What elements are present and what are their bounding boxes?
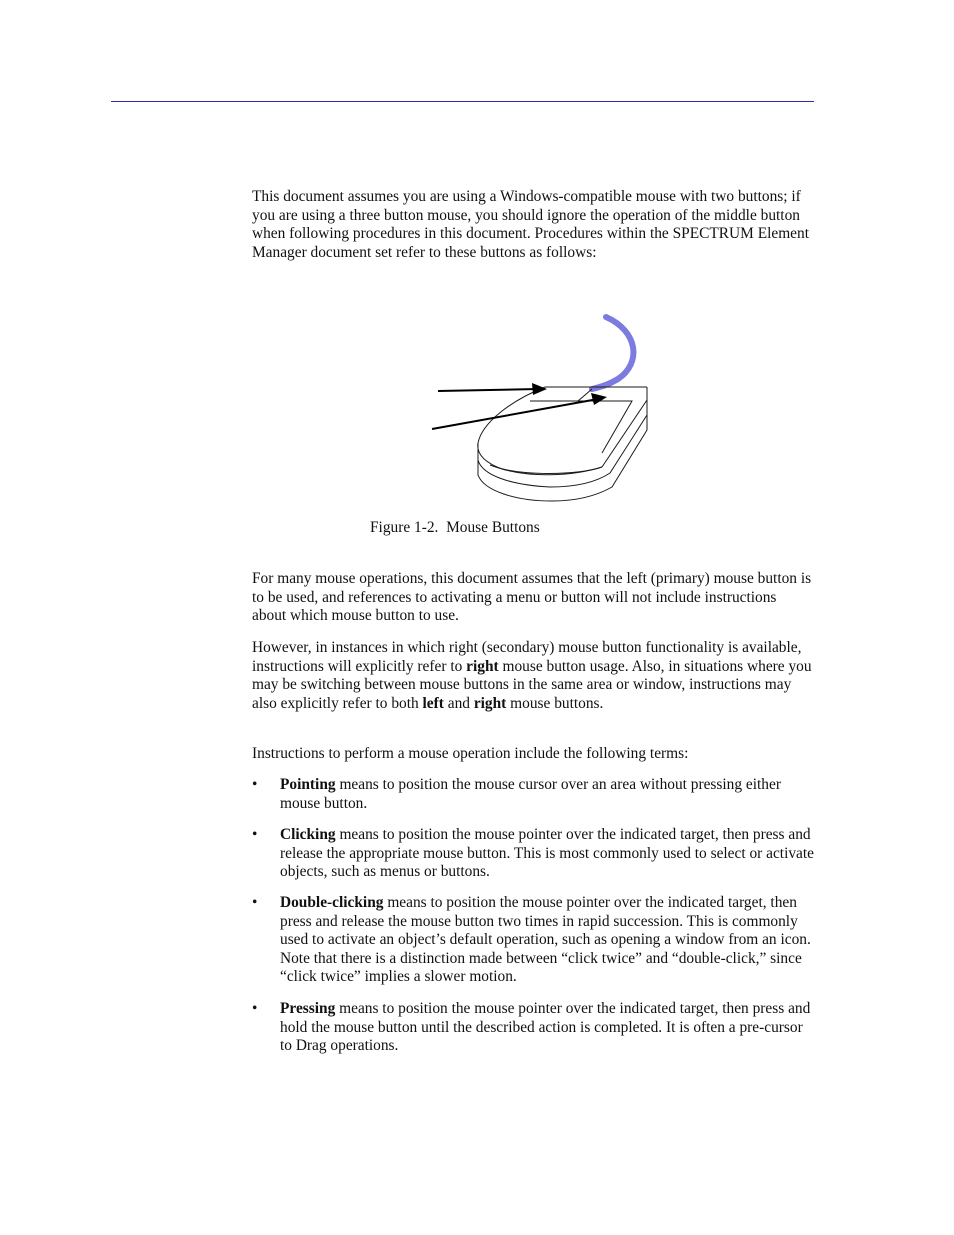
- intro-paragraph: This document assumes you are using a Windows-compatible mouse with two buttons; if you are using a three button mouse, you should ignore the operation of the middle button when following procedures in this document. Procedures within the SPECTRUM Element Manager document set refer to these buttons as follows:: [252, 188, 809, 261]
- bullet-icon: •: [252, 894, 258, 911]
- left-button-arrowhead: [532, 383, 547, 395]
- left-button-arrow: [438, 389, 538, 391]
- term-list-item-pressing: • Pressing means to position the mouse pointer over the indicated target, then press and hold the mouse button until the described action is completed. It is often a pre-cursor to Drag operations.: [252, 1000, 811, 1055]
- bullet-icon: •: [252, 826, 258, 843]
- bullet-icon: •: [252, 1000, 258, 1017]
- term-list-item-pointing: • Pointing means to position the mouse cursor over an area without pressing either mouse button.: [252, 776, 781, 812]
- term-list-item-clicking: • Clicking means to position the mouse pointer over the indicated target, then press and release the appropriate mouse button. This is most commonly used to select or activate objects, such as menus or buttons.: [252, 826, 814, 881]
- figure-caption: Figure 1-2. Mouse Buttons: [370, 519, 540, 536]
- mouse-buttons-figure: [420, 305, 660, 505]
- header-rule: [111, 101, 814, 102]
- term-list-item-double-clicking: • Double-clicking means to position the mouse pointer over the indicated target, then press and release the mouse button two times in rapid succession. This is commonly used to activate an object’s default operation, such as opening a window from an icon. Note that there is a distinction made between “click twice” and “double-click,” since “click twice” implies a slower motion.: [252, 894, 811, 986]
- bullet-icon: •: [252, 776, 258, 793]
- right-button-arrowhead: [591, 393, 607, 405]
- body-paragraph-primary-button: For many mouse operations, this document assumes that the left (primary) mouse button is to be used, and references to activating a menu or button will not include instructions about which mouse button to use.: [252, 570, 812, 625]
- right-button-arrow: [432, 399, 598, 429]
- body-paragraph-secondary-button: However, in instances in which right (secondary) mouse button functionality is available, instructions will explicitly refer to right mouse button usage. Also, in situations where you may be switching between mouse buttons in the same area or window, instructions may also explicitly refer to both left and right mouse buttons.: [252, 639, 812, 712]
- mouse-cord: [592, 317, 633, 389]
- mouse-outline: [478, 387, 647, 501]
- body-paragraph-terms-intro: Instructions to perform a mouse operation include the following terms:: [252, 745, 689, 762]
